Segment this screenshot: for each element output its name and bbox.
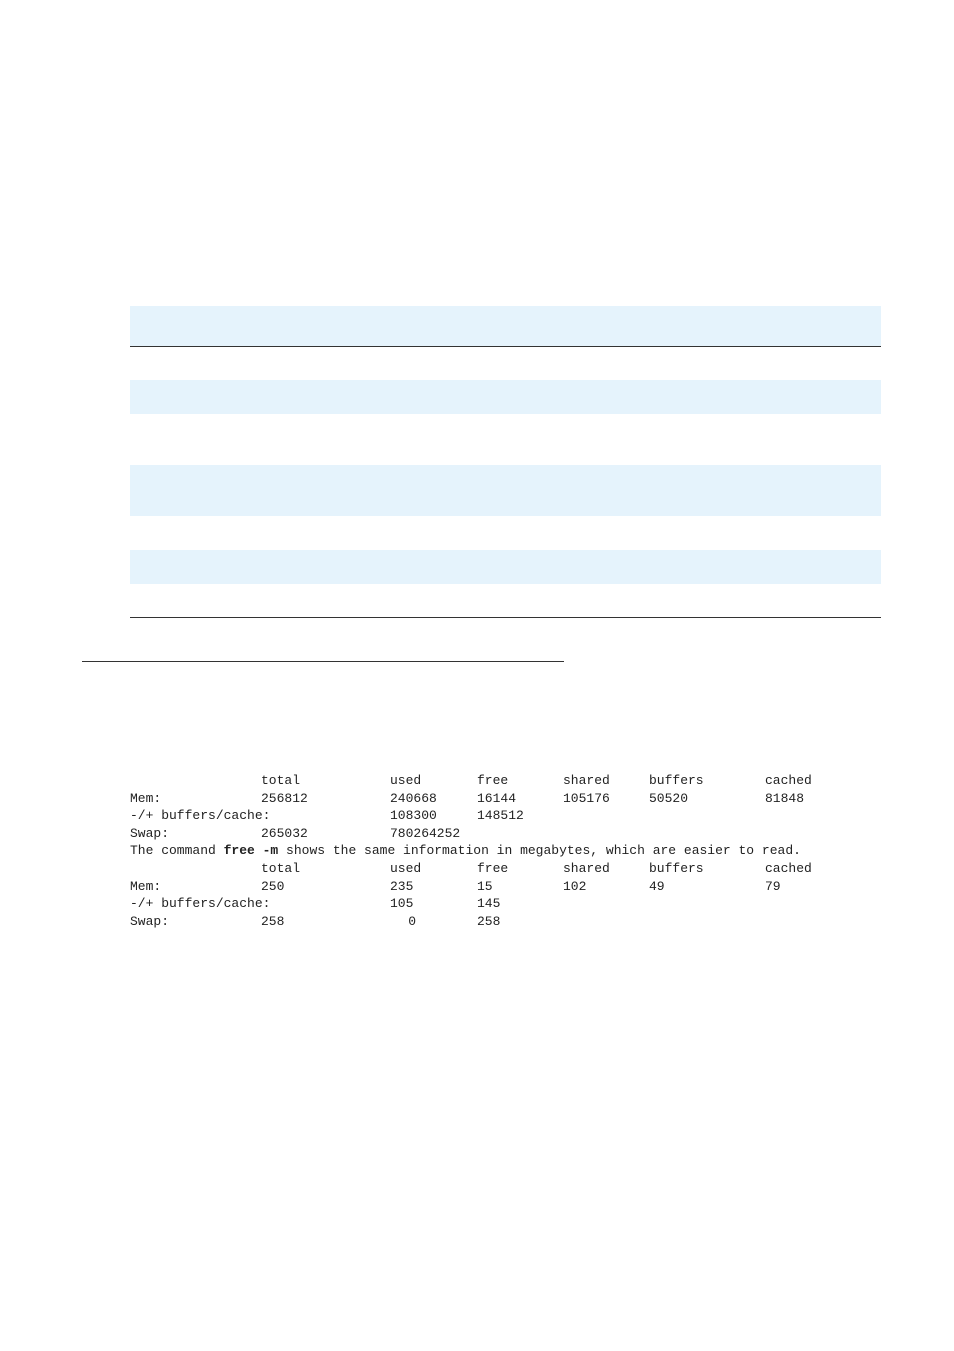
column-header-free: free [477,860,509,876]
column-header-total: total [261,860,301,876]
swap-used: 0 [408,913,416,929]
swap-total: 258 [261,913,285,929]
row-label: -/+ buffers/cache: [130,808,271,824]
sentence-before: The command [130,843,224,859]
sentence-after: shows the same information in megabytes, which are easier to read. [278,843,801,859]
footnote-separator [82,661,564,662]
kb-header-row [130,772,910,790]
explanation-sentence [130,842,910,860]
table-bottom-rule [130,617,881,618]
mem-used: 235 [390,878,414,894]
mem-free: 16144 [477,790,517,806]
column-header-shared: shared [563,773,610,788]
column-header-used: used [390,860,422,876]
mem-cached: 81848 [765,790,805,806]
table-row-band [130,550,881,584]
row-label: Swap: [130,913,170,929]
table-row-band [130,380,881,414]
mem-shared: 102 [563,878,587,894]
buffers-cache-used: 108300 [390,808,437,824]
column-header-used: used [390,773,422,788]
kb-mem-row [130,790,910,808]
table-header-rule [130,346,881,347]
swap-free: 258 [477,913,501,929]
row-label: Swap: [130,825,170,841]
column-header-cached: cached [765,860,812,876]
mem-shared: 105176 [563,790,610,806]
buffers-cache-used: 105 [390,896,414,912]
column-header-free: free [477,773,509,788]
mem-cached: 79 [765,878,781,894]
swap-used: 780264252 [390,825,461,841]
row-label: Mem: [130,878,162,894]
mem-used: 240668 [390,790,437,806]
column-header-cached: cached [765,773,812,788]
table-header-band [130,306,881,346]
mem-free: 15 [477,878,493,894]
command-name: free -m [223,843,279,859]
mem-buffers: 49 [649,878,665,894]
column-header-buffers: buffers [649,860,704,876]
buffers-cache-free: 148512 [477,808,524,824]
column-header-buffers: buffers [649,773,704,788]
mem-total: 256812 [261,790,308,806]
row-label: Mem: [130,790,162,806]
table-row-band [130,465,881,516]
mem-buffers: 50520 [649,790,689,806]
mem-total: 250 [261,878,285,894]
kb-buffers-cache-row [130,807,910,825]
buffers-cache-free: 145 [477,896,501,912]
mb-buffers-cache-row [130,895,910,913]
mb-swap-row [130,913,910,931]
mb-mem-row [130,878,910,896]
column-header-total: total [261,773,301,788]
row-label: -/+ buffers/cache: [130,896,271,912]
swap-total: 265032 [261,825,308,841]
mb-header-row [130,860,910,878]
kb-swap-row [130,825,910,843]
column-header-shared: shared [563,860,610,876]
free-command-output [130,772,910,930]
